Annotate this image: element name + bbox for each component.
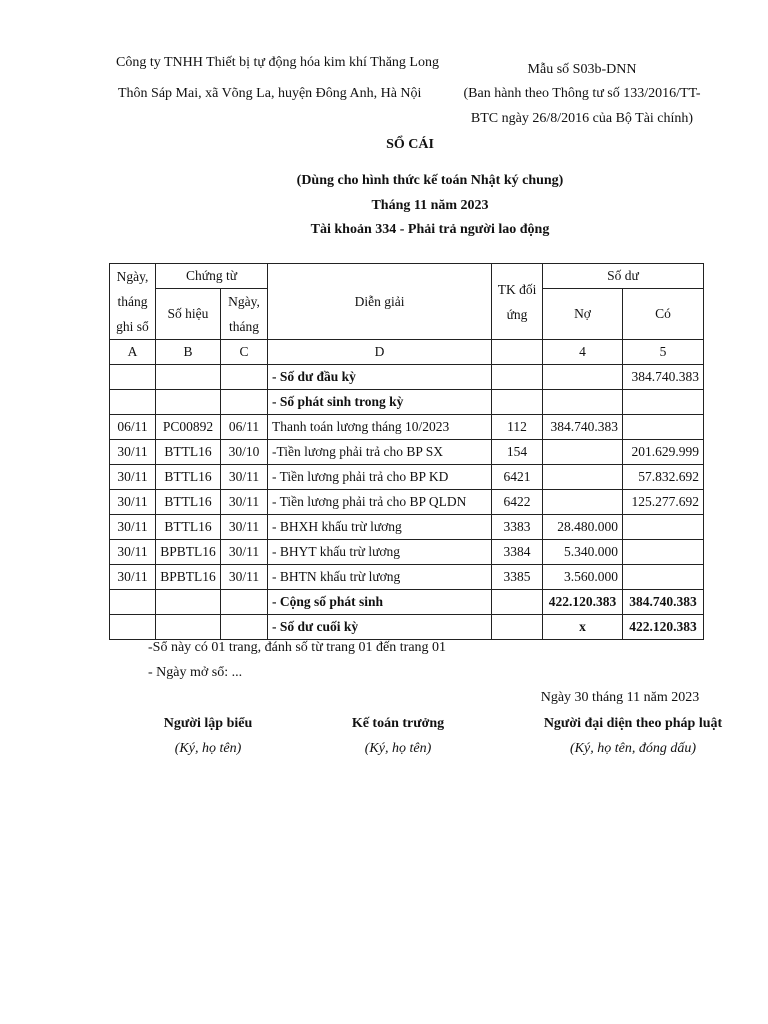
entry-voucher-no: BTTL16	[156, 465, 221, 490]
entry-account: 3383	[492, 515, 543, 540]
header-debit: Nợ	[543, 289, 623, 340]
header-voucher-date: Ngày, tháng	[221, 289, 268, 340]
entry-debit: 384.740.383	[543, 415, 623, 440]
header-date-recorded: Ngày, tháng ghi sổ	[110, 264, 156, 340]
period-section-label: - Số phát sinh trong kỳ	[268, 390, 492, 415]
closing-balance-credit: 422.120.383	[623, 615, 704, 640]
entry-voucher-no: BTTL16	[156, 515, 221, 540]
table-row	[110, 565, 704, 590]
header-credit: Có	[623, 289, 704, 340]
column-code	[492, 340, 543, 365]
entry-description: -Tiền lương phải trả cho BP SX	[268, 440, 492, 465]
entry-date: 30/11	[110, 440, 156, 465]
chief-accountant-title: Kế toán trưởng	[351, 716, 445, 731]
form-issued-line-1: (Ban hành theo Thông tư số 133/2016/TT-	[463, 86, 701, 101]
total-label: - Cộng số phát sinh	[268, 590, 492, 615]
company-address: Thôn Sáp Mai, xã Võng La, huyện Đông Anh, Hà Nội	[118, 86, 422, 101]
entry-account: 112	[492, 415, 543, 440]
opening-balance-row	[110, 365, 704, 390]
legal-rep-note: (Ký, họ tên, đóng dấu)	[570, 741, 696, 756]
entry-date: 06/11	[110, 415, 156, 440]
total-row	[110, 590, 704, 615]
entry-rows	[110, 415, 704, 590]
column-code: A	[110, 340, 156, 365]
entry-voucher-no: BTTL16	[156, 490, 221, 515]
entry-date: 30/11	[110, 565, 156, 590]
opening-balance-credit: 384.740.383	[623, 365, 704, 390]
entry-description: - BHXH khấu trừ lương	[268, 515, 492, 540]
entry-voucher-date: 30/11	[221, 465, 268, 490]
entry-debit: 28.480.000	[543, 515, 623, 540]
entry-voucher-date: 30/11	[221, 490, 268, 515]
entry-credit: 201.629.999	[623, 440, 704, 465]
note-open-date: - Ngày mở sổ: ...	[148, 665, 243, 680]
entry-date: 30/11	[110, 465, 156, 490]
entry-description: Thanh toán lương tháng 10/2023	[268, 415, 492, 440]
chief-accountant-note: (Ký, họ tên)	[364, 741, 432, 756]
table-row	[110, 490, 704, 515]
closing-balance-label: - Số dư cuối kỳ	[268, 615, 492, 640]
entry-description: - Tiền lương phải trả cho BP QLDN	[268, 490, 492, 515]
total-credit: 384.740.383	[623, 590, 704, 615]
entry-debit: 3.560.000	[543, 565, 623, 590]
ledger-table	[109, 263, 704, 640]
total-debit: 422.120.383	[543, 590, 623, 615]
ledger-account: Tài khoản 334 - Phải trả người lao động	[310, 222, 550, 237]
entry-voucher-no: PC00892	[156, 415, 221, 440]
opening-balance-debit	[543, 365, 623, 390]
entry-voucher-date: 30/11	[221, 565, 268, 590]
entry-account: 3384	[492, 540, 543, 565]
entry-voucher-date: 30/10	[221, 440, 268, 465]
header-voucher: Chứng từ	[156, 264, 268, 289]
entry-description: - Tiền lương phải trả cho BP KD	[268, 465, 492, 490]
table-row	[110, 465, 704, 490]
closing-balance-row	[110, 615, 704, 640]
column-code: B	[156, 340, 221, 365]
ledger-period: Tháng 11 năm 2023	[371, 198, 489, 213]
entry-debit	[543, 490, 623, 515]
entry-credit	[623, 415, 704, 440]
company-name: Công ty TNHH Thiết bị tự động hóa kim khí Thăng Long	[116, 55, 439, 70]
entry-credit	[623, 565, 704, 590]
preparer-title: Người lập biểu	[163, 716, 253, 731]
closing-balance-debit: x	[543, 615, 623, 640]
column-codes-row	[110, 340, 704, 365]
header-row-1	[110, 264, 704, 289]
form-number: Mẫu số S03b-DNN	[527, 62, 637, 77]
note-pages: -Sổ này có 01 trang, đánh số từ trang 01 đến trang 01	[148, 640, 447, 655]
entry-voucher-date: 30/11	[221, 540, 268, 565]
table-row	[110, 415, 704, 440]
entry-debit	[543, 465, 623, 490]
ledger-title: SỔ CÁI	[386, 137, 434, 152]
entry-date: 30/11	[110, 490, 156, 515]
entry-date: 30/11	[110, 515, 156, 540]
entry-description: - BHYT khấu trừ lương	[268, 540, 492, 565]
entry-account: 3385	[492, 565, 543, 590]
legal-rep-title: Người đại diện theo pháp luật	[543, 716, 723, 731]
entry-voucher-date: 30/11	[221, 515, 268, 540]
entry-voucher-no: BTTL16	[156, 440, 221, 465]
entry-credit	[623, 515, 704, 540]
column-code: 4	[543, 340, 623, 365]
column-code: 5	[623, 340, 704, 365]
column-code: D	[268, 340, 492, 365]
entry-debit	[543, 440, 623, 465]
entry-date: 30/11	[110, 540, 156, 565]
opening-balance-label: - Số dư đầu kỳ	[268, 365, 492, 390]
period-section-row	[110, 390, 704, 415]
header-amount: Số dư	[543, 264, 704, 289]
entry-account: 154	[492, 440, 543, 465]
ledger-subtitle: (Dùng cho hình thức kế toán Nhật ký chung)	[296, 173, 564, 188]
header-contra-account: TK đối ứng	[492, 264, 543, 340]
entry-credit: 125.277.692	[623, 490, 704, 515]
column-code: C	[221, 340, 268, 365]
entry-account: 6421	[492, 465, 543, 490]
entry-description: - BHTN khấu trừ lương	[268, 565, 492, 590]
entry-debit: 5.340.000	[543, 540, 623, 565]
header-description: Diễn giải	[268, 264, 492, 340]
signature-date-line: Ngày 30 tháng 11 năm 2023	[540, 690, 700, 705]
entry-voucher-no: BPBTL16	[156, 540, 221, 565]
table-row	[110, 515, 704, 540]
entry-voucher-date: 06/11	[221, 415, 268, 440]
entry-account: 6422	[492, 490, 543, 515]
entry-credit: 57.832.692	[623, 465, 704, 490]
header-voucher-no: Số hiệu	[156, 289, 221, 340]
table-row	[110, 440, 704, 465]
form-issued-line-2: BTC ngày 26/8/2016 của Bộ Tài chính)	[470, 111, 694, 126]
entry-voucher-no: BPBTL16	[156, 565, 221, 590]
preparer-note: (Ký, họ tên)	[174, 741, 242, 756]
table-row	[110, 540, 704, 565]
entry-credit	[623, 540, 704, 565]
